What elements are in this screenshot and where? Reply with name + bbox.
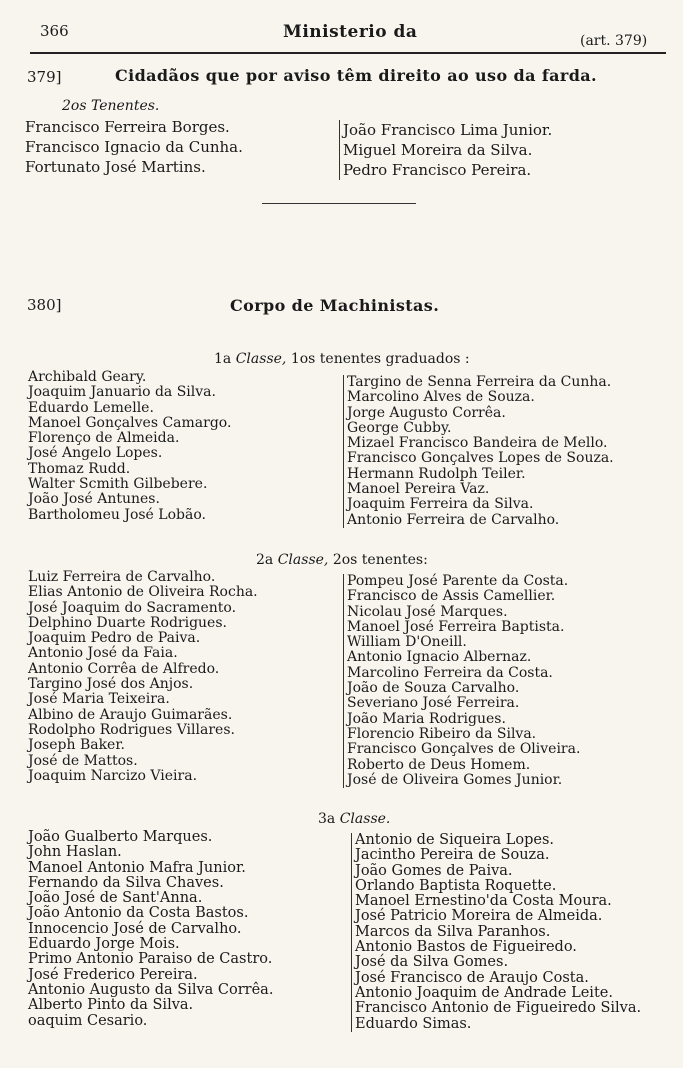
list-item: Orlando Baptista Roquette. <box>355 877 557 894</box>
list-item: Joaquim Ferreira da Silva. <box>347 496 534 513</box>
class-1-right-column <box>343 375 614 528</box>
class-3-heading <box>318 811 390 827</box>
list-item: Francisco de Assis Camellier. <box>347 588 556 605</box>
list-item: Francisco Ignacio da Cunha. <box>25 138 243 156</box>
list-item: Antonio Ignacio Albernaz. <box>347 649 532 666</box>
list-item: Archibald Geary. <box>28 369 147 385</box>
section-379-title: Cidadãos que por aviso têm direito ao uso da farda. <box>114 66 598 85</box>
list-item: Targino José dos Anjos. <box>28 676 194 693</box>
class-3-label: Classe. <box>339 811 391 827</box>
list-item: Antonio Bastos de Figueiredo. <box>355 939 577 956</box>
list-item: João Francisco Lima Junior. <box>343 121 553 139</box>
class-1-heading <box>214 351 470 367</box>
list-item: José de Oliveira Gomes Junior. <box>347 771 563 788</box>
class-1-left-column <box>28 370 231 523</box>
class-2-label: Classe, <box>277 552 329 568</box>
list-item: Pompeu José Parente da Costa. <box>347 573 569 589</box>
list-item: Manoel Antonio Mafra Junior. <box>28 859 246 876</box>
list-item: José da Silva Gomes. <box>355 954 509 971</box>
list-item: João Maria Rodrigues. <box>347 710 506 727</box>
list-item: José Francisco de Araujo Costa. <box>355 969 589 986</box>
list-item: Bartholomeu José Lobão. <box>28 506 206 523</box>
list-item: Jacintho Pereira de Souza. <box>355 847 550 864</box>
section-379-subheading: 2os Tenentes. <box>62 98 160 114</box>
list-item: Fortunato José Martins. <box>25 158 206 176</box>
list-item: Antonio Ferreira de Carvalho. <box>347 511 560 528</box>
list-item: João José Antunes. <box>28 491 160 508</box>
list-item: Antonio de Siqueira Lopes. <box>355 832 555 848</box>
class-2-heading <box>256 552 428 568</box>
list-item: Walter Scmith Gilbebere. <box>28 476 208 493</box>
list-item: Joseph Baker. <box>28 737 125 754</box>
list-item: Targino de Senna Ferreira da Cunha. <box>347 374 612 390</box>
list-item: Joaquim Pedro de Paiva. <box>28 630 201 647</box>
list-item: Thomaz Rudd. <box>28 460 131 477</box>
list-item: João Gomes de Paiva. <box>355 862 513 879</box>
list-item: João Antonio da Costa Bastos. <box>28 905 249 922</box>
list-item: Francisco Ferreira Borges. <box>25 118 230 136</box>
article-reference: (art. 379) <box>580 33 648 49</box>
list-item: Manoel José Ferreira Baptista. <box>347 618 565 635</box>
list-item: Roberto de Deus Homem. <box>347 756 531 773</box>
list-item: Luiz Ferreira de Carvalho. <box>28 569 216 585</box>
list-item: José Joaquim do Sacramento. <box>28 599 237 616</box>
class-2-left-column <box>28 570 258 784</box>
list-item: João Gualberto Marques. <box>28 829 213 845</box>
class-2-rest: 2os tenentes: <box>332 552 428 568</box>
list-item: Eduardo Lemelle. <box>28 399 154 416</box>
class-1-label: Classe, <box>235 351 287 367</box>
list-item: Jorge Augusto Corrêa. <box>347 404 506 421</box>
list-item: Manoel Ernestino'da Costa Moura. <box>355 893 612 910</box>
list-item: Rodolpho Rodrigues Villares. <box>28 721 235 738</box>
list-item: William D'Oneill. <box>347 634 467 651</box>
running-title: Ministerio da <box>283 22 418 42</box>
page-number: 366 <box>40 22 69 40</box>
list-item: Hermann Rudolph Teiler. <box>347 465 526 482</box>
list-item: Florencio Ribeiro da Silva. <box>347 725 537 742</box>
list-item: Manoel Pereira Vaz. <box>347 481 490 498</box>
class-3-right-column <box>351 833 641 1032</box>
list-item: Elias Antonio de Oliveira Rocha. <box>28 584 258 601</box>
list-item: Delphino Duarte Rodrigues. <box>28 614 227 631</box>
list-item: José Angelo Lopes. <box>28 445 163 462</box>
list-item: José Maria Teixeira. <box>28 691 170 708</box>
section-379-number: 379] <box>27 68 62 86</box>
list-item: João José de Sant'Anna. <box>28 890 203 907</box>
list-item: Fernando da Silva Chaves. <box>28 874 224 891</box>
list-item: George Cubby. <box>347 419 452 436</box>
list-item: Pedro Francisco Pereira. <box>343 161 532 179</box>
list-item: oaquim Cesario. <box>28 1012 148 1029</box>
list-item: José Patricio Moreira de Almeida. <box>355 908 603 925</box>
list-item: Mizael Francisco Bandeira de Mello. <box>347 435 608 452</box>
list-item: João de Souza Carvalho. <box>347 680 520 697</box>
list-item: Francisco Gonçalves de Oliveira. <box>347 741 581 758</box>
list-item: Severiano José Ferreira. <box>347 695 520 712</box>
list-item: Eduardo Jorge Mois. <box>28 936 180 953</box>
list-item: Marcos da Silva Paranhos. <box>355 923 551 940</box>
list-item: Antonio Augusto da Silva Corrêa. <box>28 981 274 998</box>
class-2-prefix: 2a <box>256 552 274 568</box>
list-item: Primo Antonio Paraiso de Castro. <box>28 951 273 968</box>
list-item: José de Mattos. <box>28 752 138 769</box>
class-1-prefix: 1a <box>214 351 232 367</box>
class-3-left-column <box>28 830 273 1029</box>
list-item: José Frederico Pereira. <box>28 966 198 983</box>
section-379-left-column <box>25 117 243 177</box>
list-item: Eduardo Simas. <box>355 1015 472 1032</box>
list-item: Alberto Pinto da Silva. <box>28 997 194 1014</box>
list-item: Joaquim Narcizo Vieira. <box>28 767 198 784</box>
section-379-right-column <box>339 120 552 180</box>
list-item: Miguel Moreira da Silva. <box>343 141 533 159</box>
list-item: Marcolino Alves de Souza. <box>347 389 535 406</box>
class-3-prefix: 3a <box>318 811 336 827</box>
section-380-number: 380] <box>27 296 62 314</box>
list-item: Albino de Araujo Guimarães. <box>28 706 233 723</box>
list-item: Francisco Gonçalves Lopes de Souza. <box>347 450 614 467</box>
list-item: Innocencio José de Carvalho. <box>28 920 242 937</box>
class-2-right-column <box>343 574 580 788</box>
list-item: Manoel Gonçalves Camargo. <box>28 414 232 431</box>
section-380-title: Corpo de Machinistas. <box>230 296 440 315</box>
list-item: John Haslan. <box>28 844 122 861</box>
list-item: Marcolino Ferreira da Costa. <box>347 664 553 681</box>
list-item: Francisco Antonio de Figueiredo Silva. <box>355 1000 642 1017</box>
section-divider <box>262 203 416 204</box>
list-item: Joaquim Januario da Silva. <box>28 384 216 401</box>
list-item: Nicolau José Marques. <box>347 603 508 620</box>
list-item: Antonio José da Faia. <box>28 645 178 662</box>
class-1-rest: 1os tenentes graduados : <box>290 351 470 367</box>
list-item: Florenço de Almeida. <box>28 430 180 447</box>
list-item: Antonio Joaquim de Andrade Leite. <box>355 984 613 1001</box>
header-rule <box>30 52 666 54</box>
list-item: Antonio Corrêa de Alfredo. <box>28 660 220 677</box>
